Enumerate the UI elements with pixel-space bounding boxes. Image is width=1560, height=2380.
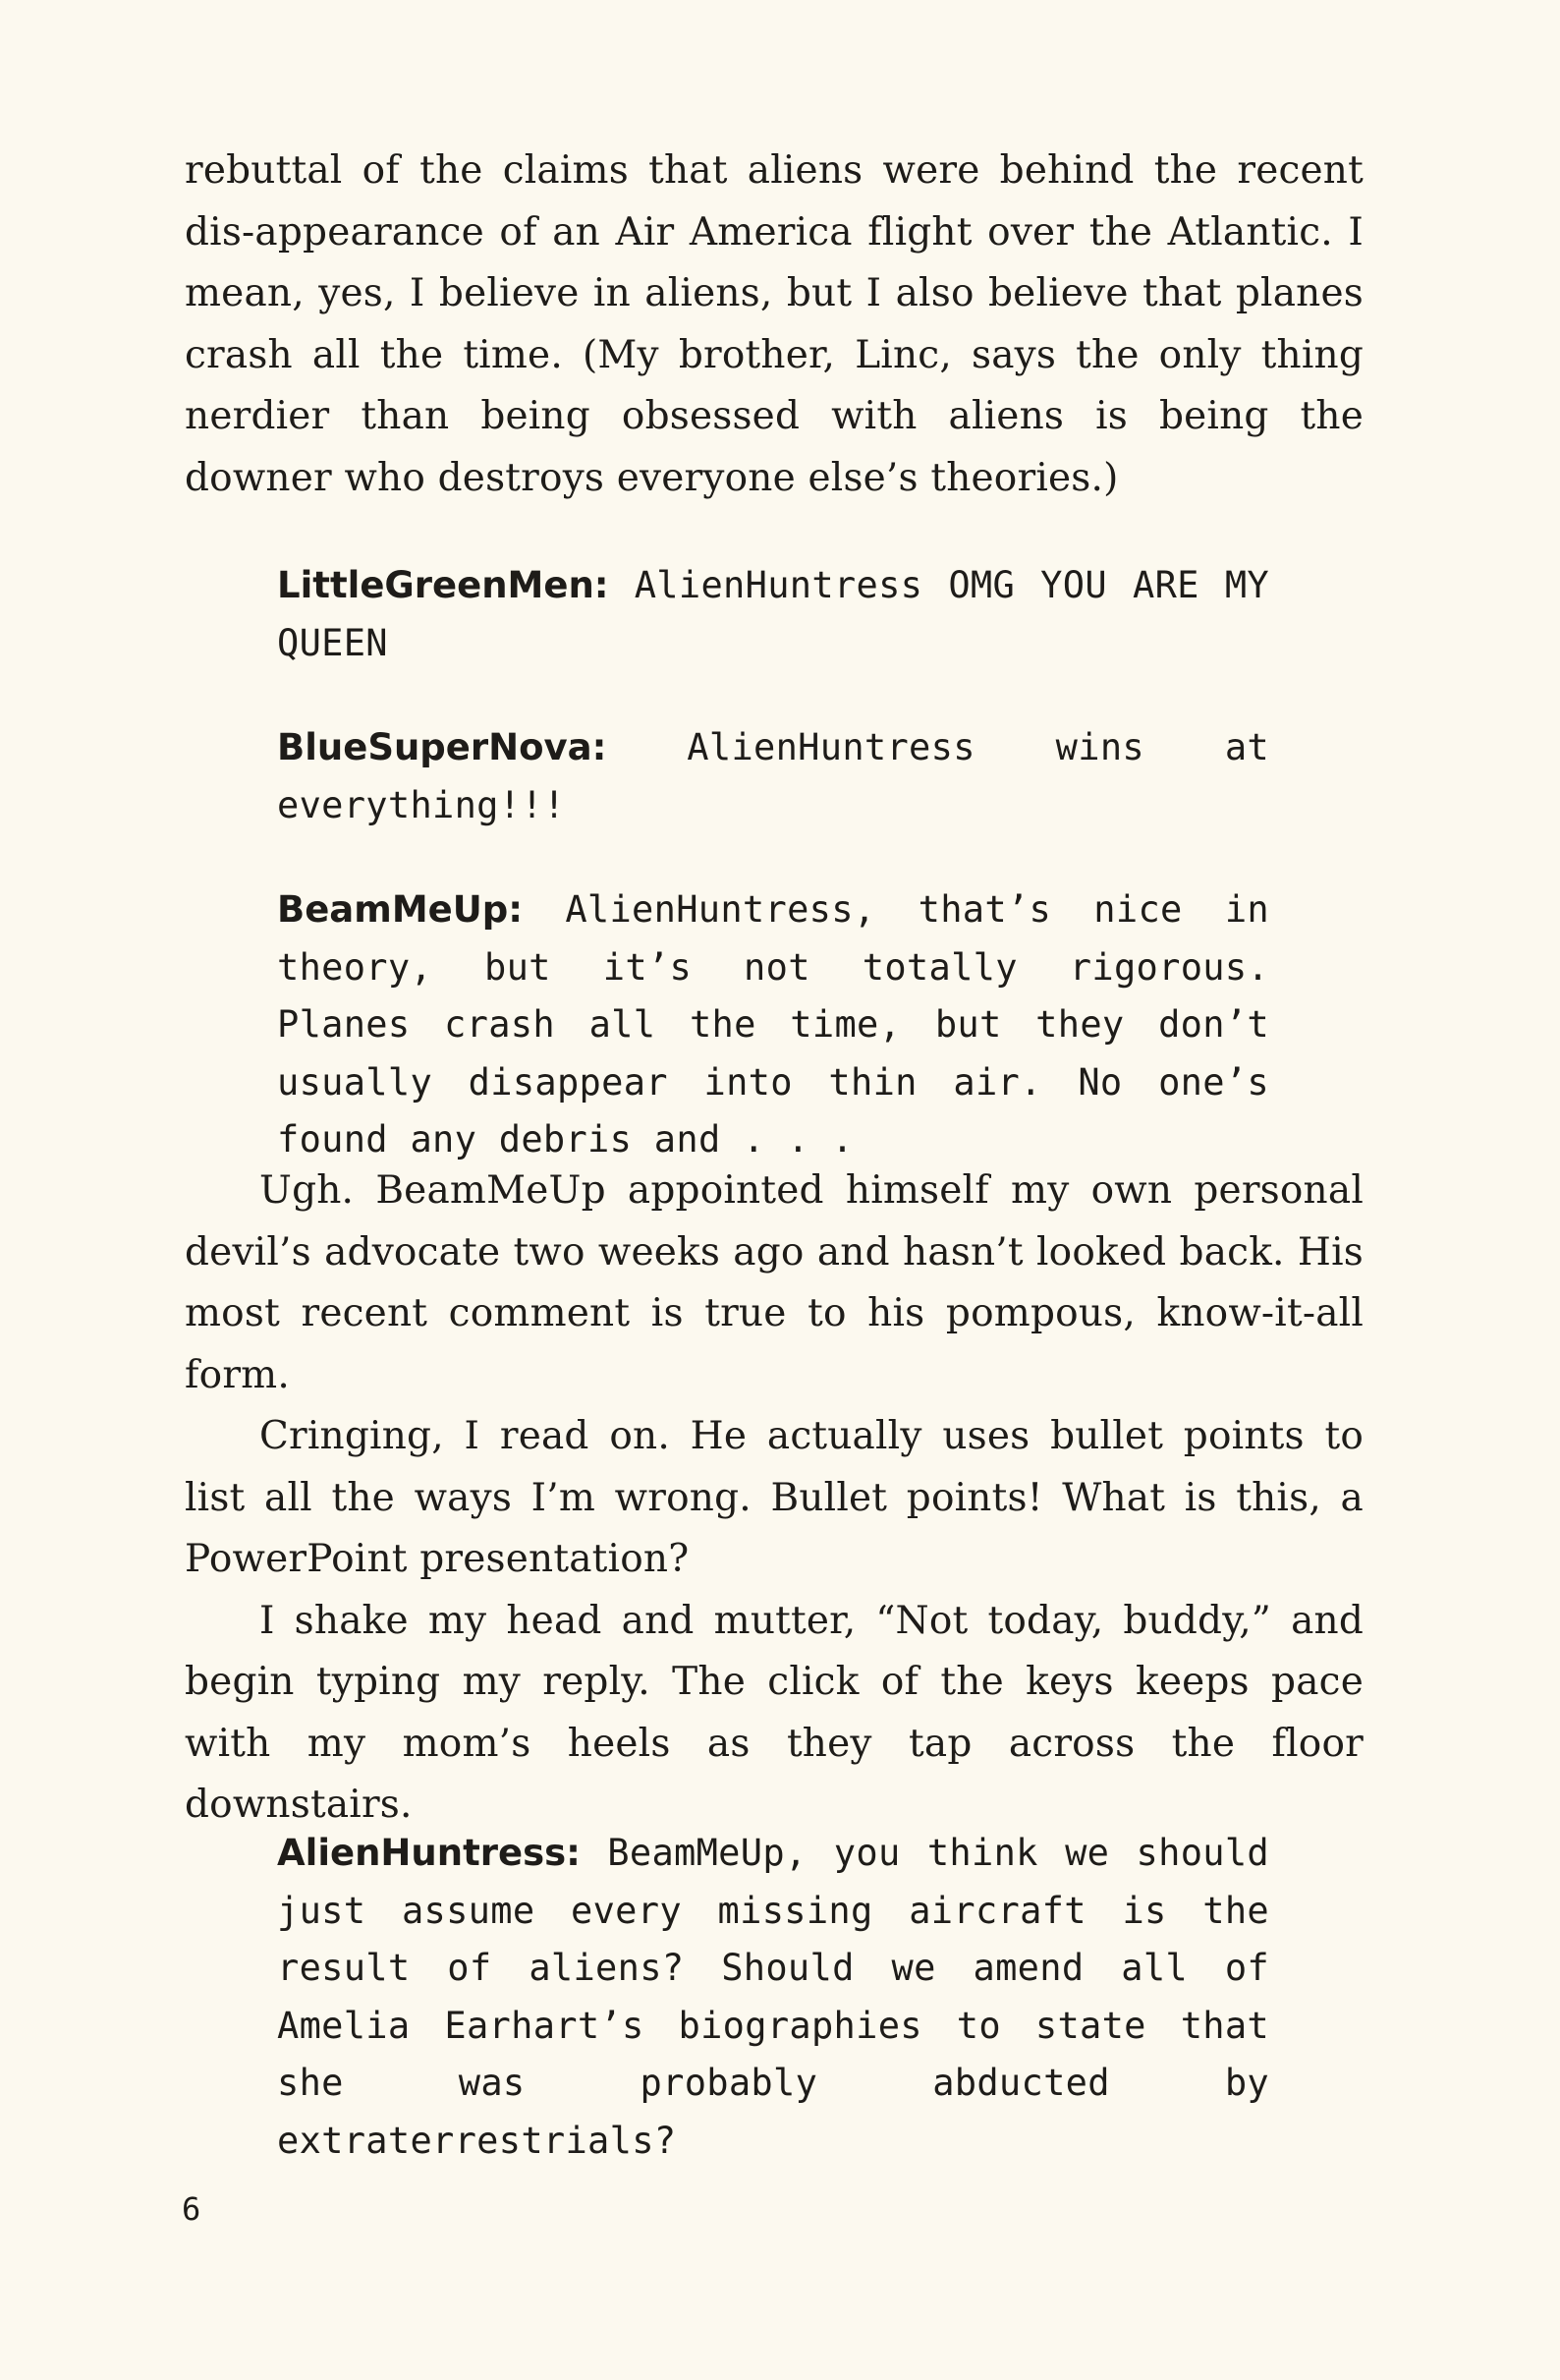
page-number: 6 (182, 2190, 201, 2228)
narrative-block (185, 1161, 1364, 1837)
comment-text: AlienHuntress OMG YOU ARE MY QUEEN (277, 564, 1270, 664)
comment (277, 1825, 1269, 2170)
comment-username: BlueSuperNova: (277, 726, 607, 768)
comment (277, 557, 1269, 672)
opening-paragraph-block (185, 141, 1364, 509)
paragraph: Ugh. BeamMeUp appointed himself my own personal devil’s advocate two weeks ago and hasn’t looked back. His most recent comment is true to his pompous, know-it-all form. (185, 1168, 1364, 1397)
comment-thread-1 (277, 557, 1269, 1169)
comment-username: AlienHuntress: (277, 1832, 581, 1874)
comment (277, 881, 1269, 1169)
comment-thread-2 (277, 1825, 1269, 2170)
paragraph: rebuttal of the claims that aliens were behind the recent dis-appearance of an Air America flight over the Atlantic. I mean, yes, I believe in aliens, but I also believe that planes crash all the time. (My brother, Linc, says the only thing nerdier than being obsessed with aliens is being the downer who destroys everyone else’s theories.) (185, 148, 1364, 500)
comment (277, 719, 1269, 834)
comment-username: BeamMeUp: (277, 888, 524, 931)
comment-username: LittleGreenMen: (277, 564, 609, 606)
paragraph: Cringing, I read on. He actually uses bullet points to list all the ways I’m wrong. Bullet points! What is this, a PowerPoint presentation? (185, 1414, 1364, 1581)
comment-text: AlienHuntress wins at everything!!! (277, 726, 1270, 826)
paragraph: I shake my head and mutter, “Not today, buddy,” and begin typing my reply. The click of the keys keeps pace with my mom’s heels as they tap across the floor downstairs. (185, 1598, 1364, 1827)
comment-text: BeamMeUp, you think we should just assume every missing aircraft is the result of aliens? Should we amend all of Amelia Earhart’s biographies to state that she was probably abducted by extraterrestrials? (277, 1832, 1269, 2162)
comment-text: AlienHuntress, that’s nice in theory, but it’s not totally rigorous. Planes crash all the time, but they don’t usually disappear into thin air. No one’s found any debris and . . . (277, 888, 1270, 1161)
